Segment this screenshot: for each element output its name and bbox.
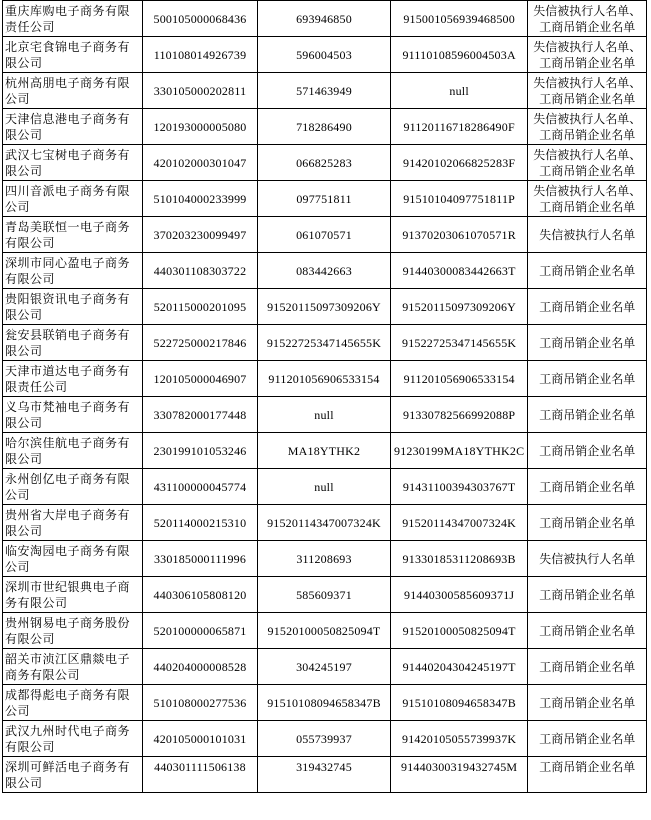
registration-number-cell: 522725000217846	[143, 325, 258, 361]
table-row	[3, 577, 647, 613]
table-row	[3, 649, 647, 685]
list-category-cell: 失信被执行人名单、工商吊销企业名单	[528, 1, 647, 37]
table-row	[3, 541, 647, 577]
list-category-cell: 工商吊销企业名单	[528, 721, 647, 757]
list-category-cell: 失信被执行人名单	[528, 541, 647, 577]
registration-number-cell: 440301111506138	[143, 757, 258, 793]
company-name-cell: 深圳市同心盈电子商务有限公司	[3, 253, 143, 289]
registration-number-cell: 510108000277536	[143, 685, 258, 721]
registration-number-cell: 431100000045774	[143, 469, 258, 505]
company-name-cell: 贵州省大岸电子商务有限公司	[3, 505, 143, 541]
company-name-cell: 临安淘园电子商务有限公司	[3, 541, 143, 577]
credit-code-cell: 91431100394303767T	[391, 469, 528, 505]
table-row	[3, 757, 647, 793]
credit-code-cell: 91522725347145655K	[391, 325, 528, 361]
company-name-cell: 重庆库购电子商务有限责任公司	[3, 1, 143, 37]
table-row	[3, 325, 647, 361]
table-row	[3, 289, 647, 325]
credit-code-cell: 91370203061070571R	[391, 217, 528, 253]
company-name-cell: 武汉七宝树电子商务有限公司	[3, 145, 143, 181]
table-row	[3, 613, 647, 649]
credit-code-cell: 91330782566992088P	[391, 397, 528, 433]
registration-number-cell: 440306105808120	[143, 577, 258, 613]
credit-code-cell: 911201056906533154	[391, 361, 528, 397]
table-row	[3, 361, 647, 397]
table-row	[3, 433, 647, 469]
list-category-cell: 工商吊销企业名单	[528, 685, 647, 721]
list-category-cell: 工商吊销企业名单	[528, 325, 647, 361]
credit-code-cell: 91520100050825094T	[391, 613, 528, 649]
company-name-cell: 贵州钢易电子商务股份有限公司	[3, 613, 143, 649]
table-row	[3, 685, 647, 721]
table-row	[3, 37, 647, 73]
company-name-cell: 哈尔滨佳航电子商务有限公司	[3, 433, 143, 469]
credit-code-cell: 91440300083442663T	[391, 253, 528, 289]
credit-code-cell: 91440300319432745M	[391, 757, 528, 793]
organization-code-cell: 91510108094658347B	[258, 685, 391, 721]
table-row	[3, 1, 647, 37]
organization-code-cell: null	[258, 397, 391, 433]
list-category-cell: 工商吊销企业名单	[528, 289, 647, 325]
credit-code-cell: 915001056939468500	[391, 1, 528, 37]
registration-number-cell: 230199101053246	[143, 433, 258, 469]
organization-code-cell: 571463949	[258, 73, 391, 109]
company-name-cell: 韶关市浈江区鼎燚电子商务有限公司	[3, 649, 143, 685]
company-name-cell: 北京宅食锦电子商务有限公司	[3, 37, 143, 73]
organization-code-cell: 319432745	[258, 757, 391, 793]
company-name-cell: 永州创亿电子商务有限公司	[3, 469, 143, 505]
registration-number-cell: 330782000177448	[143, 397, 258, 433]
organization-code-cell: null	[258, 469, 391, 505]
organization-code-cell: 693946850	[258, 1, 391, 37]
company-name-cell: 天津市道达电子商务有限责任公司	[3, 361, 143, 397]
registration-number-cell: 520115000201095	[143, 289, 258, 325]
credit-code-cell: 91420102066825283F	[391, 145, 528, 181]
credit-code-cell: 91420105055739937K	[391, 721, 528, 757]
registration-number-cell: 110108014926739	[143, 37, 258, 73]
list-category-cell: 工商吊销企业名单	[528, 577, 647, 613]
registration-number-cell: 120105000046907	[143, 361, 258, 397]
company-name-cell: 瓮安县联销电子商务有限公司	[3, 325, 143, 361]
organization-code-cell: 055739937	[258, 721, 391, 757]
company-name-cell: 深圳市世纪银典电子商务有限公司	[3, 577, 143, 613]
organization-code-cell: 585609371	[258, 577, 391, 613]
registration-number-cell: 440204000008528	[143, 649, 258, 685]
company-name-cell: 青岛美联恒一电子商务有限公司	[3, 217, 143, 253]
list-category-cell: 工商吊销企业名单	[528, 433, 647, 469]
list-category-cell: 工商吊销企业名单	[528, 469, 647, 505]
credit-code-cell: 91510104097751811P	[391, 181, 528, 217]
organization-code-cell: 91520115097309206Y	[258, 289, 391, 325]
company-name-cell: 成都得彪电子商务有限公司	[3, 685, 143, 721]
list-category-cell: 失信被执行人名单、工商吊销企业名单	[528, 181, 647, 217]
table-row	[3, 721, 647, 757]
table-row	[3, 73, 647, 109]
list-category-cell: 失信被执行人名单	[528, 217, 647, 253]
registration-number-cell: 120193000005080	[143, 109, 258, 145]
organization-code-cell: 304245197	[258, 649, 391, 685]
company-name-cell: 深圳可鲜活电子商务有限公司	[3, 757, 143, 793]
organization-code-cell: 066825283	[258, 145, 391, 181]
registration-number-cell: 420102000301047	[143, 145, 258, 181]
organization-code-cell: 083442663	[258, 253, 391, 289]
registration-number-cell: 520114000215310	[143, 505, 258, 541]
registration-number-cell: 500105000068436	[143, 1, 258, 37]
table-row	[3, 145, 647, 181]
credit-code-cell: 91520115097309206Y	[391, 289, 528, 325]
company-table	[2, 0, 647, 793]
credit-code-cell: 91520114347007324K	[391, 505, 528, 541]
organization-code-cell: 097751811	[258, 181, 391, 217]
table-row	[3, 505, 647, 541]
credit-code-cell: 91510108094658347B	[391, 685, 528, 721]
list-category-cell: 失信被执行人名单、工商吊销企业名单	[528, 37, 647, 73]
company-name-cell: 贵阳银资讯电子商务有限公司	[3, 289, 143, 325]
organization-code-cell: 91522725347145655K	[258, 325, 391, 361]
list-category-cell: 工商吊销企业名单	[528, 757, 647, 793]
company-name-cell: 武汉九州时代电子商务有限公司	[3, 721, 143, 757]
organization-code-cell: 061070571	[258, 217, 391, 253]
list-category-cell: 工商吊销企业名单	[528, 613, 647, 649]
table-row	[3, 469, 647, 505]
registration-number-cell: 510104000233999	[143, 181, 258, 217]
company-name-cell: 天津信息港电子商务有限公司	[3, 109, 143, 145]
credit-code-cell: null	[391, 73, 528, 109]
credit-code-cell: 91110108596004503A	[391, 37, 528, 73]
registration-number-cell: 330185000111996	[143, 541, 258, 577]
organization-code-cell: 911201056906533154	[258, 361, 391, 397]
list-category-cell: 失信被执行人名单、工商吊销企业名单	[528, 109, 647, 145]
organization-code-cell: 311208693	[258, 541, 391, 577]
table-row	[3, 109, 647, 145]
list-category-cell: 失信被执行人名单、工商吊销企业名单	[528, 73, 647, 109]
list-category-cell: 工商吊销企业名单	[528, 649, 647, 685]
table-row	[3, 217, 647, 253]
table-row	[3, 253, 647, 289]
credit-code-cell: 91120116718286490F	[391, 109, 528, 145]
list-category-cell: 工商吊销企业名单	[528, 361, 647, 397]
credit-code-cell: 91330185311208693B	[391, 541, 528, 577]
organization-code-cell: 718286490	[258, 109, 391, 145]
registration-number-cell: 370203230099497	[143, 217, 258, 253]
registration-number-cell: 330105000202811	[143, 73, 258, 109]
list-category-cell: 工商吊销企业名单	[528, 397, 647, 433]
list-category-cell: 工商吊销企业名单	[528, 505, 647, 541]
organization-code-cell: 596004503	[258, 37, 391, 73]
credit-code-cell: 91440204304245197T	[391, 649, 528, 685]
table-row	[3, 181, 647, 217]
company-name-cell: 四川音派电子商务有限公司	[3, 181, 143, 217]
list-category-cell: 失信被执行人名单、工商吊销企业名单	[528, 145, 647, 181]
registration-number-cell: 520100000065871	[143, 613, 258, 649]
company-name-cell: 杭州高朋电子商务有限公司	[3, 73, 143, 109]
list-category-cell: 工商吊销企业名单	[528, 253, 647, 289]
organization-code-cell: MA18YTHK2	[258, 433, 391, 469]
credit-code-cell: 91230199MA18YTHK2C	[391, 433, 528, 469]
company-name-cell: 义乌市梵袖电子商务有限公司	[3, 397, 143, 433]
registration-number-cell: 420105000101031	[143, 721, 258, 757]
table-row	[3, 397, 647, 433]
credit-code-cell: 91440300585609371J	[391, 577, 528, 613]
registration-number-cell: 440301108303722	[143, 253, 258, 289]
organization-code-cell: 91520114347007324K	[258, 505, 391, 541]
organization-code-cell: 91520100050825094T	[258, 613, 391, 649]
